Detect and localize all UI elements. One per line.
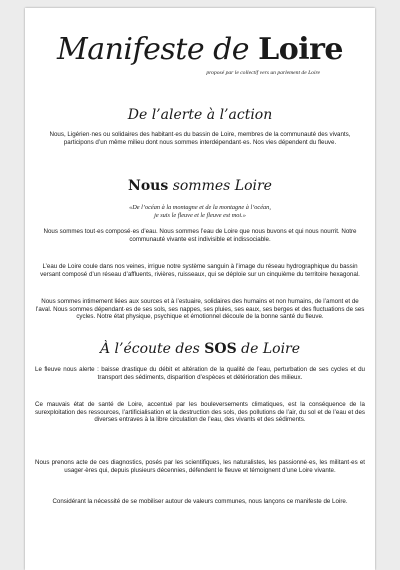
paragraph: Le fleuve nous alerte : baisse drastique du débit et altération de la qualité de l’eau, perturbation de ses cycles et du transport des sédiments, disparition d’espèces et détérioration des milieux. [35, 366, 365, 381]
section-heading-alerte: De l’alerte à l’action [127, 107, 273, 123]
paragraph: Considérant la nécessité de se mobiliser autour de valeurs communes, nous lançons ce manifeste de Loire. [52, 498, 348, 505]
heading-suffix: de Loire [241, 341, 301, 357]
title-bold-word: Loire [258, 32, 344, 67]
heading-rest: sommes Loire [172, 178, 272, 194]
paragraph: Nous sommes tout·es composé·es d’eau. Nous sommes l’eau de Loire que nous buvons et qui nous nourrit. Notre communauté vivante est indivisible et indissociable. [43, 228, 357, 243]
document-title [25, 32, 375, 68]
paragraph: L’eau de Loire coule dans nos veines, irrigue notre système sanguin à l’image du réseau hydrographique du bassin versant composé d’un réseau d’affluents, rivières, ruisseaux, qui se déploie sur un cinquième du territoire hexagonal. [40, 263, 360, 278]
heading-bold-word: SOS [204, 341, 237, 357]
section-heading-nous-sommes-loire [25, 178, 375, 194]
paragraph: Ce mauvais état de santé de Loire, accentué par les bouleversements climatiques, est la conséquence de la surexploitation des ressources, l’artificialisation et la destruction des sols, des pollutions de l’air, du sol et de l’eau et des diverses entraves à la libre circulation de l’eau, des vivants et des sédiments. [35, 401, 365, 423]
document-subtitle: proposé par le collectif vers un parlement de Loire [206, 70, 320, 76]
document-page [25, 8, 375, 570]
section-heading-sos [25, 341, 375, 357]
paragraph: Nous, Ligérien·nes ou solidaires des habitant·es du bassin de Loire, membres de la communauté des vivants, participons d’un même milieu dont nous sommes interdépendant·es. Nos vies dépendent du fleuve. [49, 131, 351, 146]
title-prefix: Manifeste de [56, 32, 250, 67]
heading-bold-word: Nous [128, 178, 169, 194]
paragraph: Nous sommes intimement liées aux sources et à l’estuaire, solidaires des humains et non humains, de l’amont et de l’aval. Nous sommes dépendant·es de ses sols, ses nappes, ses pluies, ses eaux, ses berges et des fluctuations de ses cycles. Notre état physique, psychique et émotionnel découle de la bonne santé du fleuve. [35, 298, 365, 320]
paragraph: Nous prenons acte de ces diagnostics, posés par les scientifiques, les naturalistes, les passionné·es, les militant·es et usager·ères qui, depuis plusieurs décennies, défendent le fleuve et témoignent d’une Loire vivante. [35, 459, 365, 474]
quote-line: je suis le fleuve et le fleuve est moi.» [154, 211, 246, 219]
heading-prefix: À l’écoute des [99, 341, 200, 357]
quote-line: «De l’océan à la montagne et de la montagne à l’océan, [129, 204, 271, 211]
quote [35, 204, 365, 219]
